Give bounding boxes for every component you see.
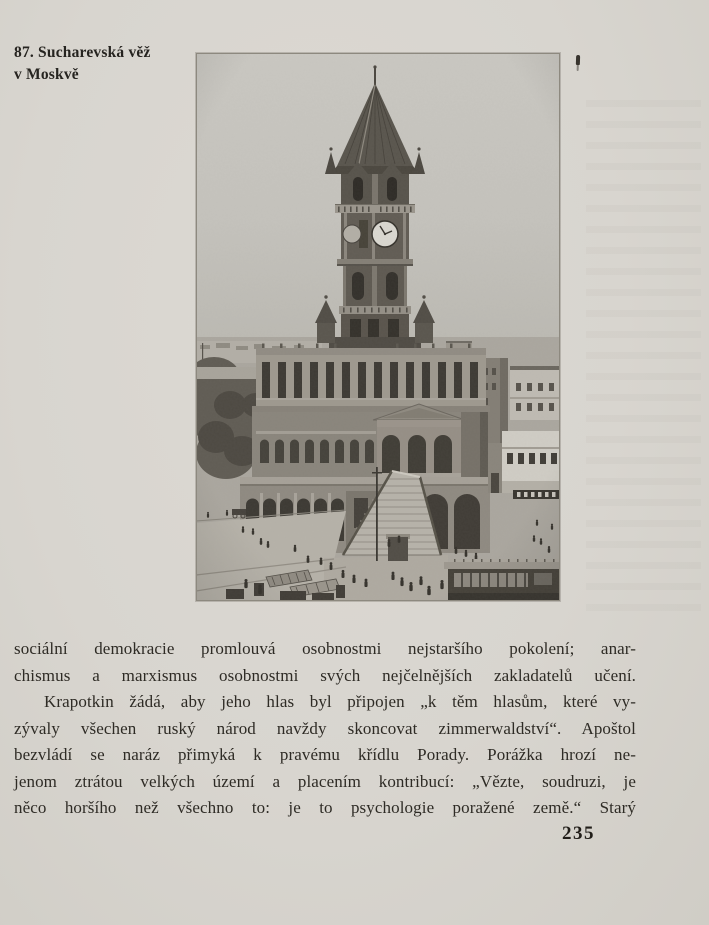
body-line-7: něco horšího než všechno to: je to psychologie poražené země.“ Starý: [14, 798, 636, 817]
body-line-1: sociální demokracie promlouvá osobnostmi nejstaršího pokolení; anar-: [14, 639, 636, 658]
body-line-2: chismus a marxismus osobnostmi svých nejčelnějších zakladatelů učení.: [14, 665, 636, 685]
photo-grain: [196, 53, 560, 601]
ink-speck: [576, 55, 580, 65]
figure-caption-line-1: 87. Sucharevská věž: [14, 44, 151, 61]
body-line-3: Krapotkin žádá, aby jeho hlas byl připojen „k těm hlasům, které vy-: [44, 692, 636, 711]
figure-caption-line-2: v Moskvě: [14, 66, 79, 83]
body-text: [14, 636, 636, 822]
body-line-6: jenom ztrátou velkých území a placením kontribucí: „Vězte, soudruzi, je: [14, 771, 636, 791]
figure-caption: [14, 42, 151, 86]
body-line-5: bezvládí se naráz přimyká k pravému křídlu Porady. Porážka hrozí ne-: [14, 745, 636, 764]
body-line-4: zývaly všechen ruský národ navždy skoncovat zimmerwaldství“. Apoštol: [14, 718, 636, 738]
page-number: 235: [562, 823, 595, 844]
photo-illustration: [196, 53, 560, 601]
page-showthrough: [586, 100, 701, 620]
photo-sukharev-tower: [196, 53, 560, 601]
